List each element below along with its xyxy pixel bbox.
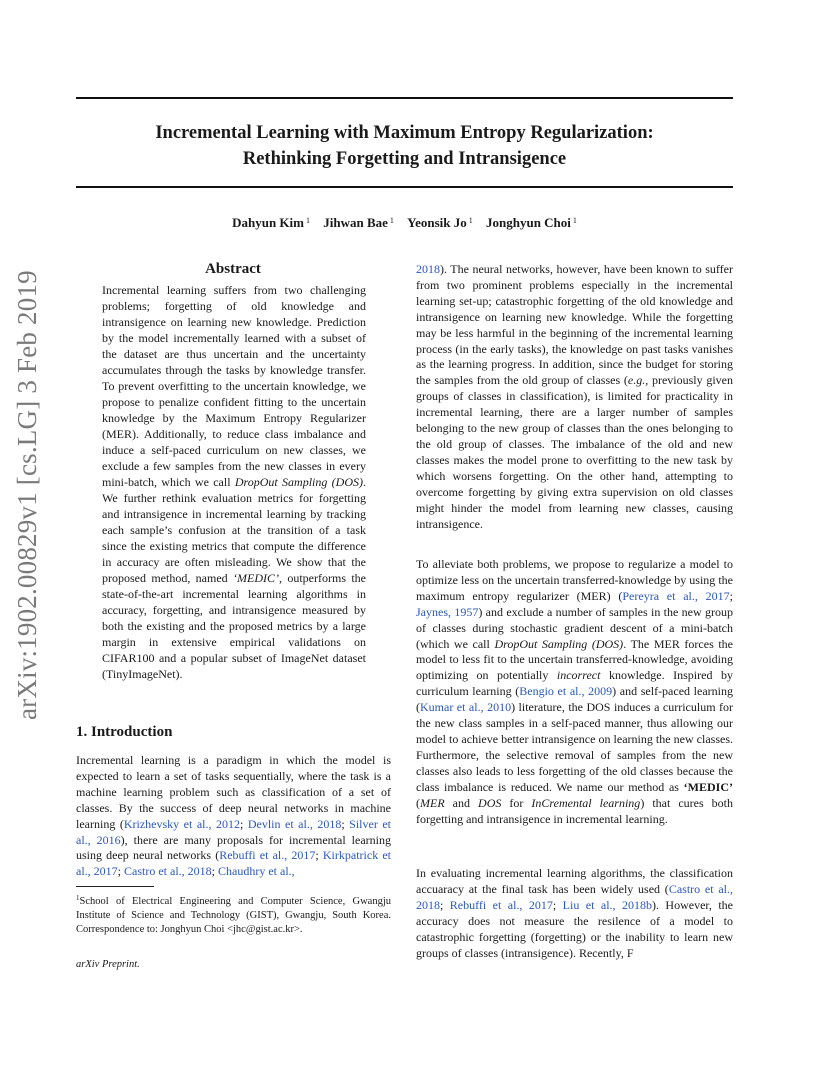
affiliation-footnote: [76, 891, 391, 937]
introduction-heading: 1. Introduction: [76, 724, 173, 740]
citation-link[interactable]: Pereyra et al., 2017: [622, 588, 730, 603]
author: [232, 215, 310, 230]
separator-text: ;: [239, 816, 248, 831]
separator-text: ;: [341, 816, 350, 831]
paragraph-text: ) and exclude a number of samples in the new group of classes during stochastic gradient descent of a mini-batch (which we call: [416, 604, 733, 651]
paper-title-line-1: Incremental Learning with Maximum Entropy Regularization:: [155, 123, 654, 143]
citation-link[interactable]: Chaudhry et al.,: [218, 864, 295, 879]
author: [486, 215, 577, 230]
separator-text: ;: [440, 897, 450, 912]
italic-term: incorrect: [556, 668, 601, 683]
footnote-text: School of Electrical Engineering and Computer Science, Gwangju Institute of Science and Technology (GIST), Gwangju, South Korea. Correspondence to: Jonghyun Choi <jhc@gist.ac.kr>.: [76, 896, 391, 935]
separator-text: ;: [552, 897, 563, 912]
dos-term: DropOut Sampling (DOS): [494, 636, 624, 651]
separator-text: ;: [315, 848, 323, 863]
abstract-text: [102, 282, 366, 682]
citation-link[interactable]: Liu et al., 2018b: [562, 897, 652, 912]
author-name: Jonghyun Choi: [486, 215, 571, 230]
medic-term: ‘MEDIC’: [233, 571, 279, 585]
citation-link[interactable]: Devlin et al., 2018: [247, 816, 342, 831]
introduction-paragraph: [416, 262, 733, 532]
paragraph-text: ). The neural networks, however, have been known to suffer from two prominent problems especially in the incremental learning set-up; catastrophic forgetting of the old knowledge and intransigence on learning new knowledge. While the forgetting may be less harmful in the beginning of the incremental learning process (in the early tasks), the knowledge on past tasks vanishes as the learning progress. In addition, since the budget for storing the samples from the old group of classes (: [416, 262, 733, 388]
footnote-mark: 1: [76, 894, 80, 902]
author-list: [76, 215, 733, 231]
italic-term: DOS: [478, 795, 502, 810]
preprint-label: arXiv Preprint.: [76, 959, 140, 970]
dos-term: DropOut Sampling (DOS): [234, 475, 363, 489]
author: [323, 215, 394, 230]
footnote-rule: [76, 886, 154, 887]
paragraph-text: ), there are many proposals for incremental learning using deep neural networks (: [76, 832, 391, 863]
citation-link[interactable]: Bengio et al., 2009: [519, 684, 613, 699]
paragraph-text: ). However, the accuracy does not measure the resilence of a model to catastrophic forgetting (forgetting) or the inability to learn new groups of classes (intransigence). Recently, F: [416, 897, 734, 960]
italic-term: e.g.: [627, 373, 646, 388]
paragraph-text: and: [444, 795, 479, 810]
author: [407, 215, 473, 230]
citation-link[interactable]: Jaynes, 1957: [416, 604, 479, 619]
citation-link[interactable]: Kumar et al., 2010: [420, 700, 512, 715]
separator-text: ;: [117, 864, 125, 879]
abstract-text-part: Incremental learning suffers from two challenging problems; forgetting of old knowledge and intransigence on learning new knowledge. Prediction by the model incrementally learned with a subset of the dataset are thus uncertain and the uncertainty accumulates through the tasks by knowledge transfer. To prevent overfitting to the uncertain knowledge, we propose to penalize confident fitting to the uncertain knowledge by the Maximum Entropy Regularizer (MER). Additionally, to reduce class imbalance and induce a self-paced curriculum on new classes, we exclude a few samples from the new classes in every mini-batch, which we call: [102, 283, 366, 489]
italic-term: InCremental learning: [531, 795, 641, 810]
citation-link[interactable]: Castro et al., 2018: [416, 881, 733, 912]
paragraph-text: ) literature, the DOS induces a curriculum for the new class samples in a self-paced manner, thus allowing our model to achieve better intransigence on learning the new classes. Furthermore, the selective removal of samples from the new classes also leads to less forgetting of the old classes because the class imbalance is reduced. We name our method as: [416, 700, 733, 794]
paragraph-text: ) that cures both forgetting and intransigence in incremental learning.: [416, 795, 734, 826]
paragraph-text: Incremental learning is a paradigm in which the model is expected to learn a set of tasks sequentially, where the task is a machine learning problem such as classification of a set of classes. By the success of deep neural networks in machine learning (: [76, 753, 391, 831]
citation-link[interactable]: Castro et al., 2018: [124, 864, 212, 879]
citation-link[interactable]: Kirkpatrick et al., 2017: [76, 848, 391, 879]
paragraph-text: , previously given groups of classes in classification), is limited for practicality in incremental learning, there are a larger number of samples belonging to the new group of classes than the ones belonging to the old group of classes. The imbalance of the old and new classes makes the model prone to overfitting to the new task by which worsens forgetting. On the other hand, attempting to overcome forgetting by giving extra supervision on old classes might hinder the model from learning new classes, causing intransigence.: [416, 373, 734, 531]
paragraph-text: ) and self-paced learning (: [416, 684, 733, 715]
medic-term: ‘MEDIC’: [683, 779, 733, 794]
paper-title-line-2: Rethinking Forgetting and Intransigence: [242, 149, 567, 169]
citation-link[interactable]: Silver et al., 2016: [76, 816, 392, 847]
citation-link[interactable]: Rebuffi et al., 2017: [449, 897, 553, 912]
affiliation-mark: 1: [389, 216, 394, 225]
citation-link[interactable]: Krizhevsky et al., 2012: [123, 816, 240, 831]
author-name: Jihwan Bae: [323, 215, 388, 230]
introduction-paragraph: [416, 866, 733, 961]
separator-text: ;: [729, 588, 734, 603]
affiliation-mark: 1: [572, 216, 577, 225]
separator-text: ;: [211, 864, 219, 879]
citation-link[interactable]: 2018: [416, 262, 440, 276]
paragraph-text: (: [416, 795, 420, 810]
citation-link[interactable]: Rebuffi et al., 2017: [219, 848, 316, 863]
paragraph-text: for: [501, 795, 532, 810]
paragraph-text: . The MER forces the model to less fit to the uncertain transferred-knowledge, avoiding optimizing on potentially: [416, 636, 733, 683]
introduction-paragraph: [416, 557, 733, 827]
italic-term: MER: [420, 795, 445, 810]
paragraph-text: To alleviate both problems, we propose to regularize a model to optimize less on the uncertain transferred-knowledge by using the maximum entropy regularizer (MER) (: [416, 557, 733, 603]
paragraph-text: In evaluating incremental learning algorithms, the classification accuaracy at the final task has been widely used (: [416, 866, 733, 896]
paper-title: [76, 120, 733, 172]
author-name: Dahyun Kim: [232, 215, 304, 230]
introduction-paragraph: [76, 753, 391, 880]
abstract-text-part: , outperforms the state-of-the-art incremental learning algorithms in accuracy, forgetting, and intransigence measured by both the existing and the proposed metrics by a large margin in extensive empirical validations on CIFAR100 and a popular subset of ImageNet dataset (TinyImageNet).: [102, 571, 366, 681]
title-rule-bottom: [76, 186, 733, 188]
affiliation-mark: 1: [468, 216, 473, 225]
abstract-text-part: . We further rethink evaluation metrics for forgetting and intransigence in incremental learning by tracking each sample’s confusion at the transition of a task since the existing metrics that compute the difference in accuracy are often misleading. We show that the proposed method, named: [102, 475, 366, 585]
author-name: Yeonsik Jo: [407, 215, 467, 230]
affiliation-mark: 1: [305, 216, 310, 225]
paragraph-text: knowledge. Inspired by curriculum learning (: [416, 668, 733, 699]
title-rule-top: [76, 97, 733, 99]
abstract-heading: Abstract: [205, 261, 261, 277]
arxiv-identifier-stamp: arXiv:1902.00829v1 [cs.LG] 3 Feb 2019: [12, 270, 42, 720]
